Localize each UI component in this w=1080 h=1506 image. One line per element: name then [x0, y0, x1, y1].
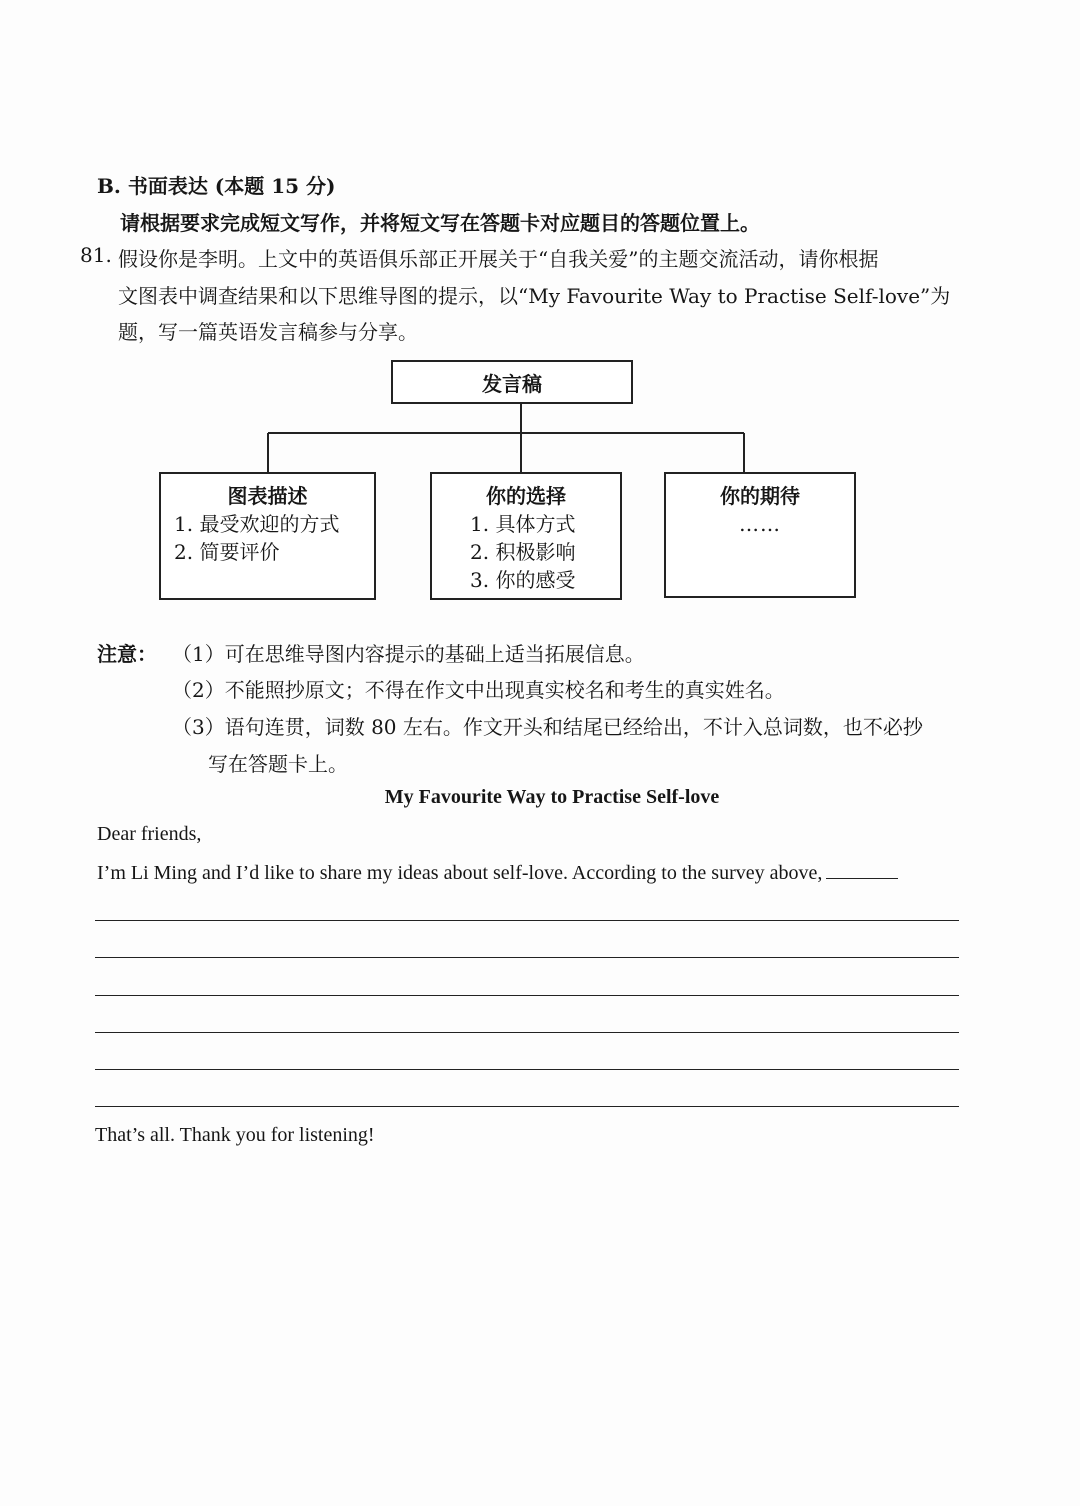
branch-title: 你的选择 [486, 484, 566, 508]
answer-blank-inline[interactable] [826, 860, 898, 879]
answer-line[interactable] [95, 1106, 959, 1107]
question-prompt-line-2: 文图表中调查结果和以下思维导图的提示，以“My Favourite Way to Practise Self-love”为 [118, 284, 951, 308]
notes-label: 注意： [97, 642, 157, 666]
note-item: （2）不能照抄原文；不得在作文中出现真实校名和考生的真实姓名。 [172, 678, 785, 702]
mind-map-branch-your-choice [430, 472, 622, 600]
answer-line[interactable] [95, 957, 959, 958]
essay-opening-line [97, 860, 898, 885]
branch-item: 2. 积极影响 [470, 540, 576, 564]
essay-title: My Favourite Way to Practise Self-love [384, 786, 720, 808]
answer-line[interactable] [95, 1069, 959, 1070]
answer-line[interactable] [95, 920, 959, 921]
section-instruction: 请根据要求完成短文写作，并将短文写在答题卡对应题目的答题位置上。 [120, 211, 760, 235]
section-heading: B. 书面表达 (本题 15 分) [97, 174, 336, 198]
note-item: （3）语句连贯，词数 80 左右。作文开头和结尾已经给出，不计入总词数，也不必抄 [172, 715, 923, 739]
question-number: 81. [80, 243, 112, 267]
branch-item: 2. 简要评价 [174, 540, 280, 564]
essay-greeting: Dear friends, [97, 823, 202, 845]
question-prompt-line-1: 假设你是李明。上文中的英语俱乐部正开展关于“自我关爱”的主题交流活动，请你根据 [118, 247, 879, 271]
answer-line[interactable] [95, 995, 959, 996]
essay-opening-text: I’m Li Ming and I’d like to share my ideas about self-love. According to the survey above, [97, 862, 823, 884]
branch-item: 1. 具体方式 [470, 512, 576, 536]
mind-map-branch-chart-description [159, 472, 376, 600]
note-item-continuation: 写在答题卡上。 [208, 752, 348, 776]
answer-line[interactable] [95, 1032, 959, 1033]
question-prompt-line-3: 题，写一篇英语发言稿参与分享。 [118, 320, 418, 344]
note-item: （1）可在思维导图内容提示的基础上适当拓展信息。 [172, 642, 645, 666]
branch-item: …… [739, 512, 781, 536]
mind-map-root: 发言稿 [391, 360, 633, 404]
branch-title: 图表描述 [227, 484, 308, 508]
mind-map-branch-your-expectation [664, 472, 856, 598]
essay-closing: That’s all. Thank you for listening! [95, 1124, 375, 1146]
branch-item: 3. 你的感受 [470, 568, 576, 592]
branch-title: 你的期待 [720, 484, 800, 508]
branch-item: 1. 最受欢迎的方式 [174, 512, 340, 536]
